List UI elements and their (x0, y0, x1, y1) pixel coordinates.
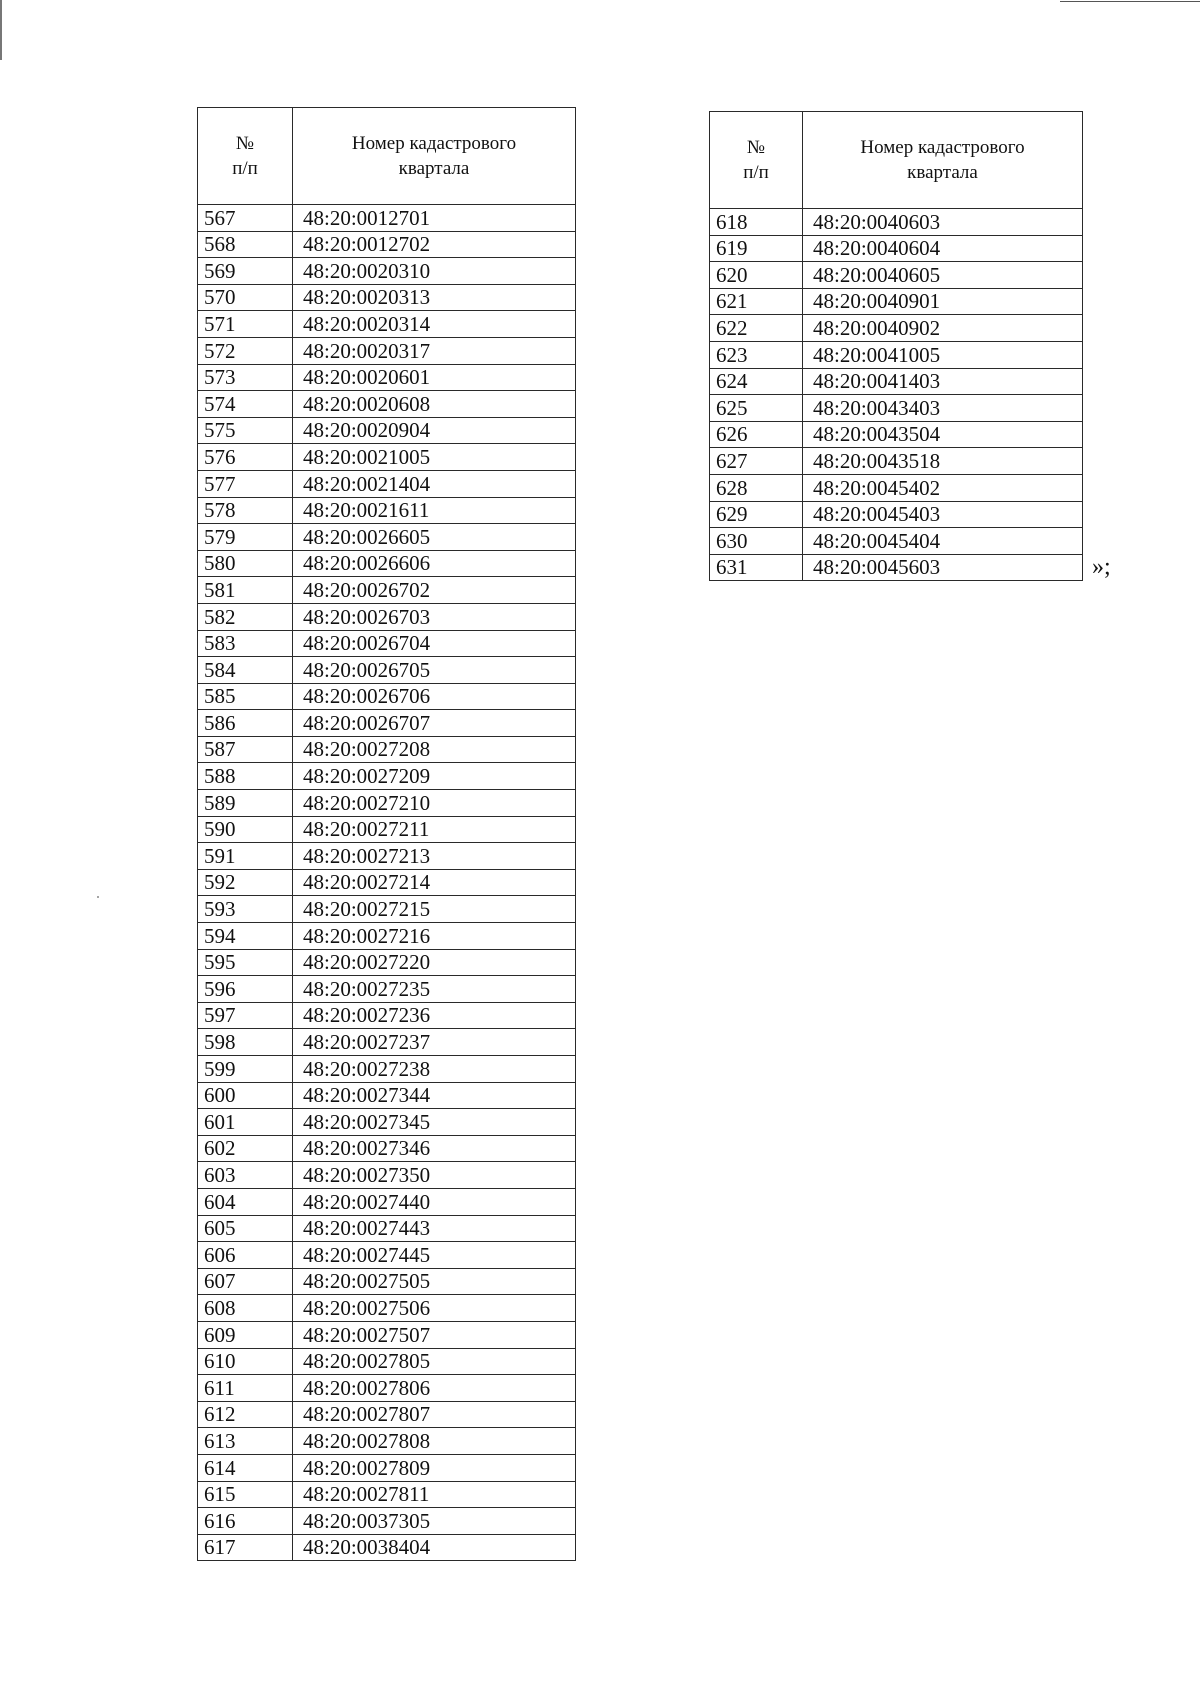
cadastral-number: 48:20:0045404 (803, 528, 1083, 555)
row-number: 625 (710, 395, 803, 422)
cadastral-number: 48:20:0027210 (293, 790, 576, 817)
table-row (198, 1268, 576, 1295)
cadastral-number: 48:20:0027505 (293, 1268, 576, 1295)
column-header-cadastral (803, 112, 1083, 209)
row-number: 615 (198, 1481, 293, 1508)
cadastral-number: 48:20:0027440 (293, 1188, 576, 1215)
table-row (198, 710, 576, 737)
row-number: 598 (198, 1029, 293, 1056)
cadastral-number: 48:20:0041403 (803, 368, 1083, 395)
cadastral-number: 48:20:0020601 (293, 364, 576, 391)
row-number: 573 (198, 364, 293, 391)
row-number: 603 (198, 1162, 293, 1189)
row-number: 611 (198, 1375, 293, 1402)
cadastral-number: 48:20:0027236 (293, 1002, 576, 1029)
row-number: 568 (198, 231, 293, 258)
row-number: 588 (198, 763, 293, 790)
cadastral-number: 48:20:0027214 (293, 869, 576, 896)
table-row (198, 1295, 576, 1322)
row-number: 584 (198, 657, 293, 684)
header-number-line2: п/п (743, 162, 769, 183)
table-row (198, 1481, 576, 1508)
table-row (710, 501, 1083, 528)
cadastral-number: 48:20:0021404 (293, 470, 576, 497)
cadastral-number: 48:20:0020608 (293, 391, 576, 418)
closing-quote-mark: »; (1092, 554, 1111, 580)
cadastral-number: 48:20:0045402 (803, 474, 1083, 501)
row-number: 614 (198, 1454, 293, 1481)
cadastral-number: 48:20:0026702 (293, 577, 576, 604)
table-row (710, 421, 1083, 448)
table-row (710, 528, 1083, 555)
row-number: 576 (198, 444, 293, 471)
row-number: 618 (710, 209, 803, 236)
cadastral-number: 48:20:0021611 (293, 497, 576, 524)
row-number: 585 (198, 683, 293, 710)
table-row (710, 448, 1083, 475)
cadastral-number: 48:20:0026706 (293, 683, 576, 710)
row-number: 622 (710, 315, 803, 342)
row-number: 602 (198, 1135, 293, 1162)
table-row (198, 258, 576, 285)
row-number: 621 (710, 288, 803, 315)
row-number: 575 (198, 417, 293, 444)
table-row (198, 763, 576, 790)
cadastral-number: 48:20:0027220 (293, 949, 576, 976)
row-number: 587 (198, 736, 293, 763)
row-number: 595 (198, 949, 293, 976)
row-number: 574 (198, 391, 293, 418)
table-row (198, 843, 576, 870)
row-number: 629 (710, 501, 803, 528)
column-header-number (198, 108, 293, 205)
header-cadastral-line1: Номер кадастрового (860, 137, 1025, 158)
table-row (710, 262, 1083, 289)
table-row (198, 1029, 576, 1056)
table-row (198, 231, 576, 258)
table-row (198, 391, 576, 418)
row-number: 616 (198, 1508, 293, 1535)
row-number: 628 (710, 474, 803, 501)
cadastral-number: 48:20:0020314 (293, 311, 576, 338)
cadastral-number: 48:20:0021005 (293, 444, 576, 471)
cadastral-number: 48:20:0027208 (293, 736, 576, 763)
cadastral-number: 48:20:0027808 (293, 1428, 576, 1455)
cadastral-number: 48:20:0027811 (293, 1481, 576, 1508)
row-number: 617 (198, 1534, 293, 1561)
row-number: 590 (198, 816, 293, 843)
row-number: 569 (198, 258, 293, 285)
row-number: 597 (198, 1002, 293, 1029)
row-number: 631 (710, 554, 803, 581)
row-number: 581 (198, 577, 293, 604)
table-row (710, 554, 1083, 581)
header-cadastral-line1: Номер кадастрового (351, 133, 517, 154)
row-number: 586 (198, 710, 293, 737)
table-row (198, 869, 576, 896)
row-number: 600 (198, 1082, 293, 1109)
row-number: 589 (198, 790, 293, 817)
table-row (198, 284, 576, 311)
table-row (710, 368, 1083, 395)
row-number: 619 (710, 235, 803, 262)
table-row (198, 1454, 576, 1481)
column-header-cadastral (293, 108, 576, 205)
cadastral-number: 48:20:0027238 (293, 1056, 576, 1083)
header-cadastral-line2: квартала (398, 158, 470, 179)
cadastral-number: 48:20:0020313 (293, 284, 576, 311)
row-number: 593 (198, 896, 293, 923)
table-row (198, 311, 576, 338)
row-number: 599 (198, 1056, 293, 1083)
cadastral-number: 48:20:0027213 (293, 843, 576, 870)
cadastral-number: 48:20:0027209 (293, 763, 576, 790)
table-row (198, 1401, 576, 1428)
cadastral-number: 48:20:0027805 (293, 1348, 576, 1375)
row-number: 591 (198, 843, 293, 870)
table-row (710, 315, 1083, 342)
cadastral-number: 48:20:0027443 (293, 1215, 576, 1242)
cadastral-number: 48:20:0027507 (293, 1321, 576, 1348)
table-row (198, 470, 576, 497)
table-row (198, 896, 576, 923)
row-number: 580 (198, 550, 293, 577)
table-header-row (198, 108, 576, 205)
table-row (198, 923, 576, 950)
table-row (198, 1321, 576, 1348)
scan-speck (97, 896, 99, 898)
table-row (198, 1188, 576, 1215)
row-number: 596 (198, 976, 293, 1003)
cadastral-number: 48:20:0020904 (293, 417, 576, 444)
cadastral-number: 48:20:0027807 (293, 1401, 576, 1428)
table-row (198, 683, 576, 710)
cadastral-number: 48:20:0027506 (293, 1295, 576, 1322)
table-row (198, 630, 576, 657)
cadastral-number: 48:20:0027345 (293, 1109, 576, 1136)
table-row (198, 577, 576, 604)
row-number: 610 (198, 1348, 293, 1375)
row-number: 608 (198, 1295, 293, 1322)
table-row (198, 205, 576, 232)
cadastral-number: 48:20:0027211 (293, 816, 576, 843)
table-row (198, 1242, 576, 1269)
row-number: 620 (710, 262, 803, 289)
cadastral-number: 48:20:0027215 (293, 896, 576, 923)
cadastral-number: 48:20:0040603 (803, 209, 1083, 236)
cadastral-number: 48:20:0038404 (293, 1534, 576, 1561)
table-row (198, 1056, 576, 1083)
row-number: 572 (198, 337, 293, 364)
cadastral-number: 48:20:0040901 (803, 288, 1083, 315)
header-number-line2: п/п (232, 158, 258, 179)
cadastral-table-right (709, 111, 1083, 581)
cadastral-number: 48:20:0027346 (293, 1135, 576, 1162)
scan-edge-top (1060, 1, 1200, 2)
table-row (198, 524, 576, 551)
header-number-line1: № (235, 133, 255, 154)
table-row (198, 1002, 576, 1029)
row-number: 577 (198, 470, 293, 497)
table-row (198, 417, 576, 444)
cadastral-number: 48:20:0027216 (293, 923, 576, 950)
header-cadastral-line2: квартала (907, 162, 978, 183)
row-number: 570 (198, 284, 293, 311)
row-number: 613 (198, 1428, 293, 1455)
row-number: 592 (198, 869, 293, 896)
row-number: 583 (198, 630, 293, 657)
cadastral-number: 48:20:0012702 (293, 231, 576, 258)
table-row (198, 1534, 576, 1561)
cadastral-number: 48:20:0020310 (293, 258, 576, 285)
cadastral-number: 48:20:0026707 (293, 710, 576, 737)
cadastral-number: 48:20:0027806 (293, 1375, 576, 1402)
row-number: 567 (198, 205, 293, 232)
table-row (198, 1109, 576, 1136)
cadastral-number: 48:20:0045603 (803, 554, 1083, 581)
table-row (198, 1428, 576, 1455)
table-row (198, 364, 576, 391)
left-table-body (198, 205, 576, 1561)
cadastral-number: 48:20:0012701 (293, 205, 576, 232)
column-header-number (710, 112, 803, 209)
row-number: 626 (710, 421, 803, 448)
table-row (198, 497, 576, 524)
row-number: 582 (198, 603, 293, 630)
cadastral-number: 48:20:0027235 (293, 976, 576, 1003)
cadastral-number: 48:20:0043403 (803, 395, 1083, 422)
cadastral-number: 48:20:0027237 (293, 1029, 576, 1056)
row-number: 571 (198, 311, 293, 338)
cadastral-number: 48:20:0040605 (803, 262, 1083, 289)
row-number: 630 (710, 528, 803, 555)
cadastral-number: 48:20:0037305 (293, 1508, 576, 1535)
cadastral-number: 48:20:0026704 (293, 630, 576, 657)
cadastral-number: 48:20:0043504 (803, 421, 1083, 448)
table-row (198, 603, 576, 630)
cadastral-number: 48:20:0045403 (803, 501, 1083, 528)
table-row (198, 1215, 576, 1242)
row-number: 578 (198, 497, 293, 524)
cadastral-number: 48:20:0026703 (293, 603, 576, 630)
table-row (198, 1135, 576, 1162)
row-number: 627 (710, 448, 803, 475)
cadastral-number: 48:20:0027344 (293, 1082, 576, 1109)
table-row (198, 1162, 576, 1189)
row-number: 605 (198, 1215, 293, 1242)
cadastral-table-left (197, 107, 576, 1561)
row-number: 624 (710, 368, 803, 395)
table-row (198, 1082, 576, 1109)
cadastral-number: 48:20:0026705 (293, 657, 576, 684)
row-number: 612 (198, 1401, 293, 1428)
row-number: 594 (198, 923, 293, 950)
table-row (198, 1375, 576, 1402)
cadastral-number: 48:20:0040902 (803, 315, 1083, 342)
row-number: 604 (198, 1188, 293, 1215)
table-row (198, 657, 576, 684)
table-row (198, 1508, 576, 1535)
row-number: 623 (710, 341, 803, 368)
cadastral-number: 48:20:0027350 (293, 1162, 576, 1189)
table-row (198, 949, 576, 976)
table-row (198, 976, 576, 1003)
row-number: 607 (198, 1268, 293, 1295)
table-row (710, 474, 1083, 501)
table-row (198, 550, 576, 577)
cadastral-number: 48:20:0026605 (293, 524, 576, 551)
cadastral-number: 48:20:0040604 (803, 235, 1083, 262)
table-row (710, 341, 1083, 368)
table-header-row (710, 112, 1083, 209)
header-number-line1: № (746, 137, 766, 158)
row-number: 606 (198, 1242, 293, 1269)
table-row (198, 444, 576, 471)
table-row (710, 395, 1083, 422)
cadastral-number: 48:20:0020317 (293, 337, 576, 364)
row-number: 579 (198, 524, 293, 551)
table-row (198, 736, 576, 763)
scan-edge-left (0, 0, 2, 60)
right-table-body (710, 209, 1083, 581)
table-row (710, 235, 1083, 262)
cadastral-number: 48:20:0026606 (293, 550, 576, 577)
table-row (198, 790, 576, 817)
row-number: 601 (198, 1109, 293, 1136)
row-number: 609 (198, 1321, 293, 1348)
table-row (198, 337, 576, 364)
cadastral-number: 48:20:0027445 (293, 1242, 576, 1269)
table-row (198, 1348, 576, 1375)
table-row (710, 209, 1083, 236)
table-row (710, 288, 1083, 315)
cadastral-number: 48:20:0043518 (803, 448, 1083, 475)
cadastral-number: 48:20:0027809 (293, 1454, 576, 1481)
cadastral-number: 48:20:0041005 (803, 341, 1083, 368)
table-row (198, 816, 576, 843)
